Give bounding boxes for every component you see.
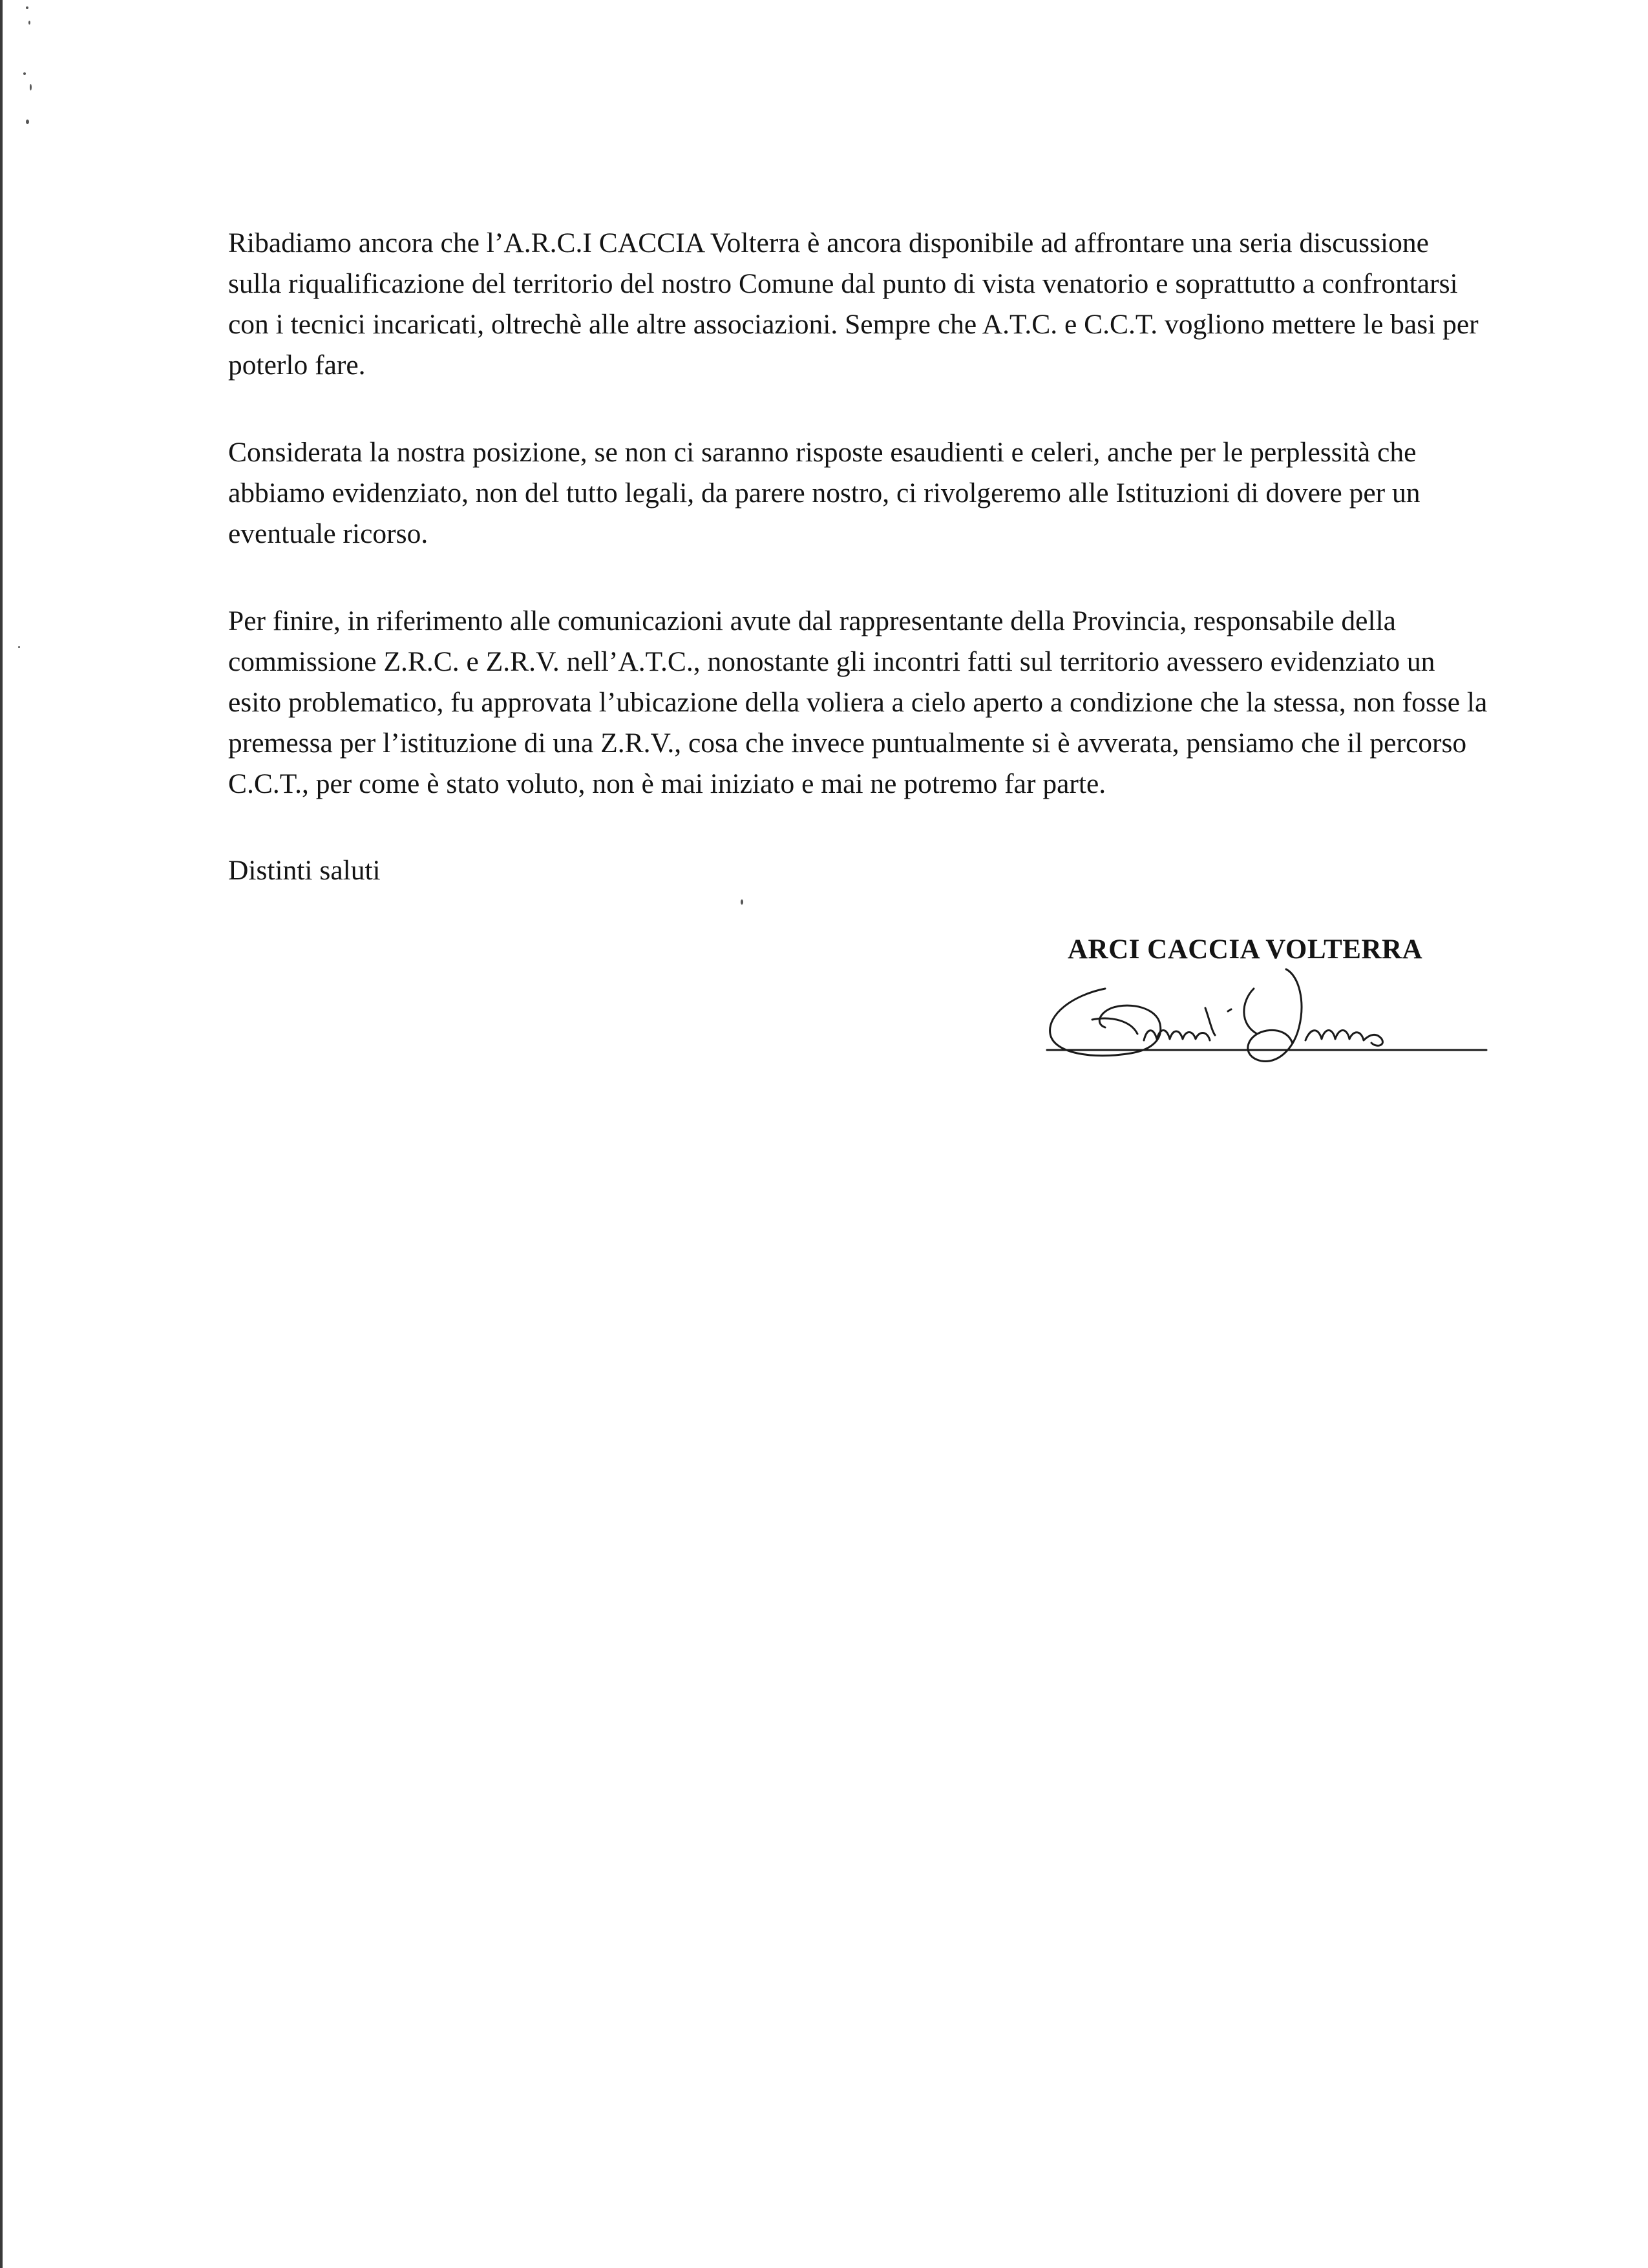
scan-speck bbox=[30, 84, 32, 90]
paragraph-3: Per finire, in riferimento alle comunicazioni avute dal rappresentante della Provincia, responsabile della commissione Z.R.C. e Z.R.V. nell’A.T.C., nonostante gli incontri fatti sul territorio avessero evidenziato un esito problematico, fu approvata l’ubicazione della voliera a cielo aperto a condizione che la stessa, non fosse la premessa per l’istituzione di una Z.R.V., cosa che invece puntualmente si è avverata, pensiamo che il percorso C.C.T., per come è stato voluto, non è mai iniziato e mai ne potremo far parte. bbox=[228, 605, 1488, 799]
scan-speck bbox=[741, 899, 743, 905]
scan-speck bbox=[23, 72, 26, 75]
scan-speck bbox=[26, 6, 28, 9]
closing-salutation: Distinti saluti bbox=[228, 855, 381, 886]
letter-body bbox=[228, 223, 1488, 851]
paragraph-2: Considerata la nostra posizione, se non ci saranno risposte esaudienti e celeri, anche per le perplessità che abbiamo evidenziato, non del tutto legali, da parere nostro, ci rivolgeremo alle Istituzioni di dovere per un eventuale ricorso. bbox=[228, 437, 1421, 549]
handwritten-signature bbox=[1034, 963, 1499, 1073]
paragraph-1: Ribadiamo ancora che l’A.R.C.I CACCIA Volterra è ancora disponibile ad affrontare una seria discussione sulla riqualificazione del territorio del nostro Comune dal punto di vista venatorio e soprattutto a confrontarsi con i tecnici incaricati, oltrechè alle altre associazioni. Sempre che A.T.C. e C.C.T. vogliono mettere le basi per poterlo fare. bbox=[228, 227, 1479, 381]
scan-edge bbox=[0, 0, 3, 2268]
organization-name: ARCI CACCIA VOLTERRA bbox=[1068, 934, 1423, 965]
scan-speck bbox=[18, 646, 20, 648]
scan-speck bbox=[26, 120, 29, 124]
scan-speck bbox=[28, 21, 30, 25]
